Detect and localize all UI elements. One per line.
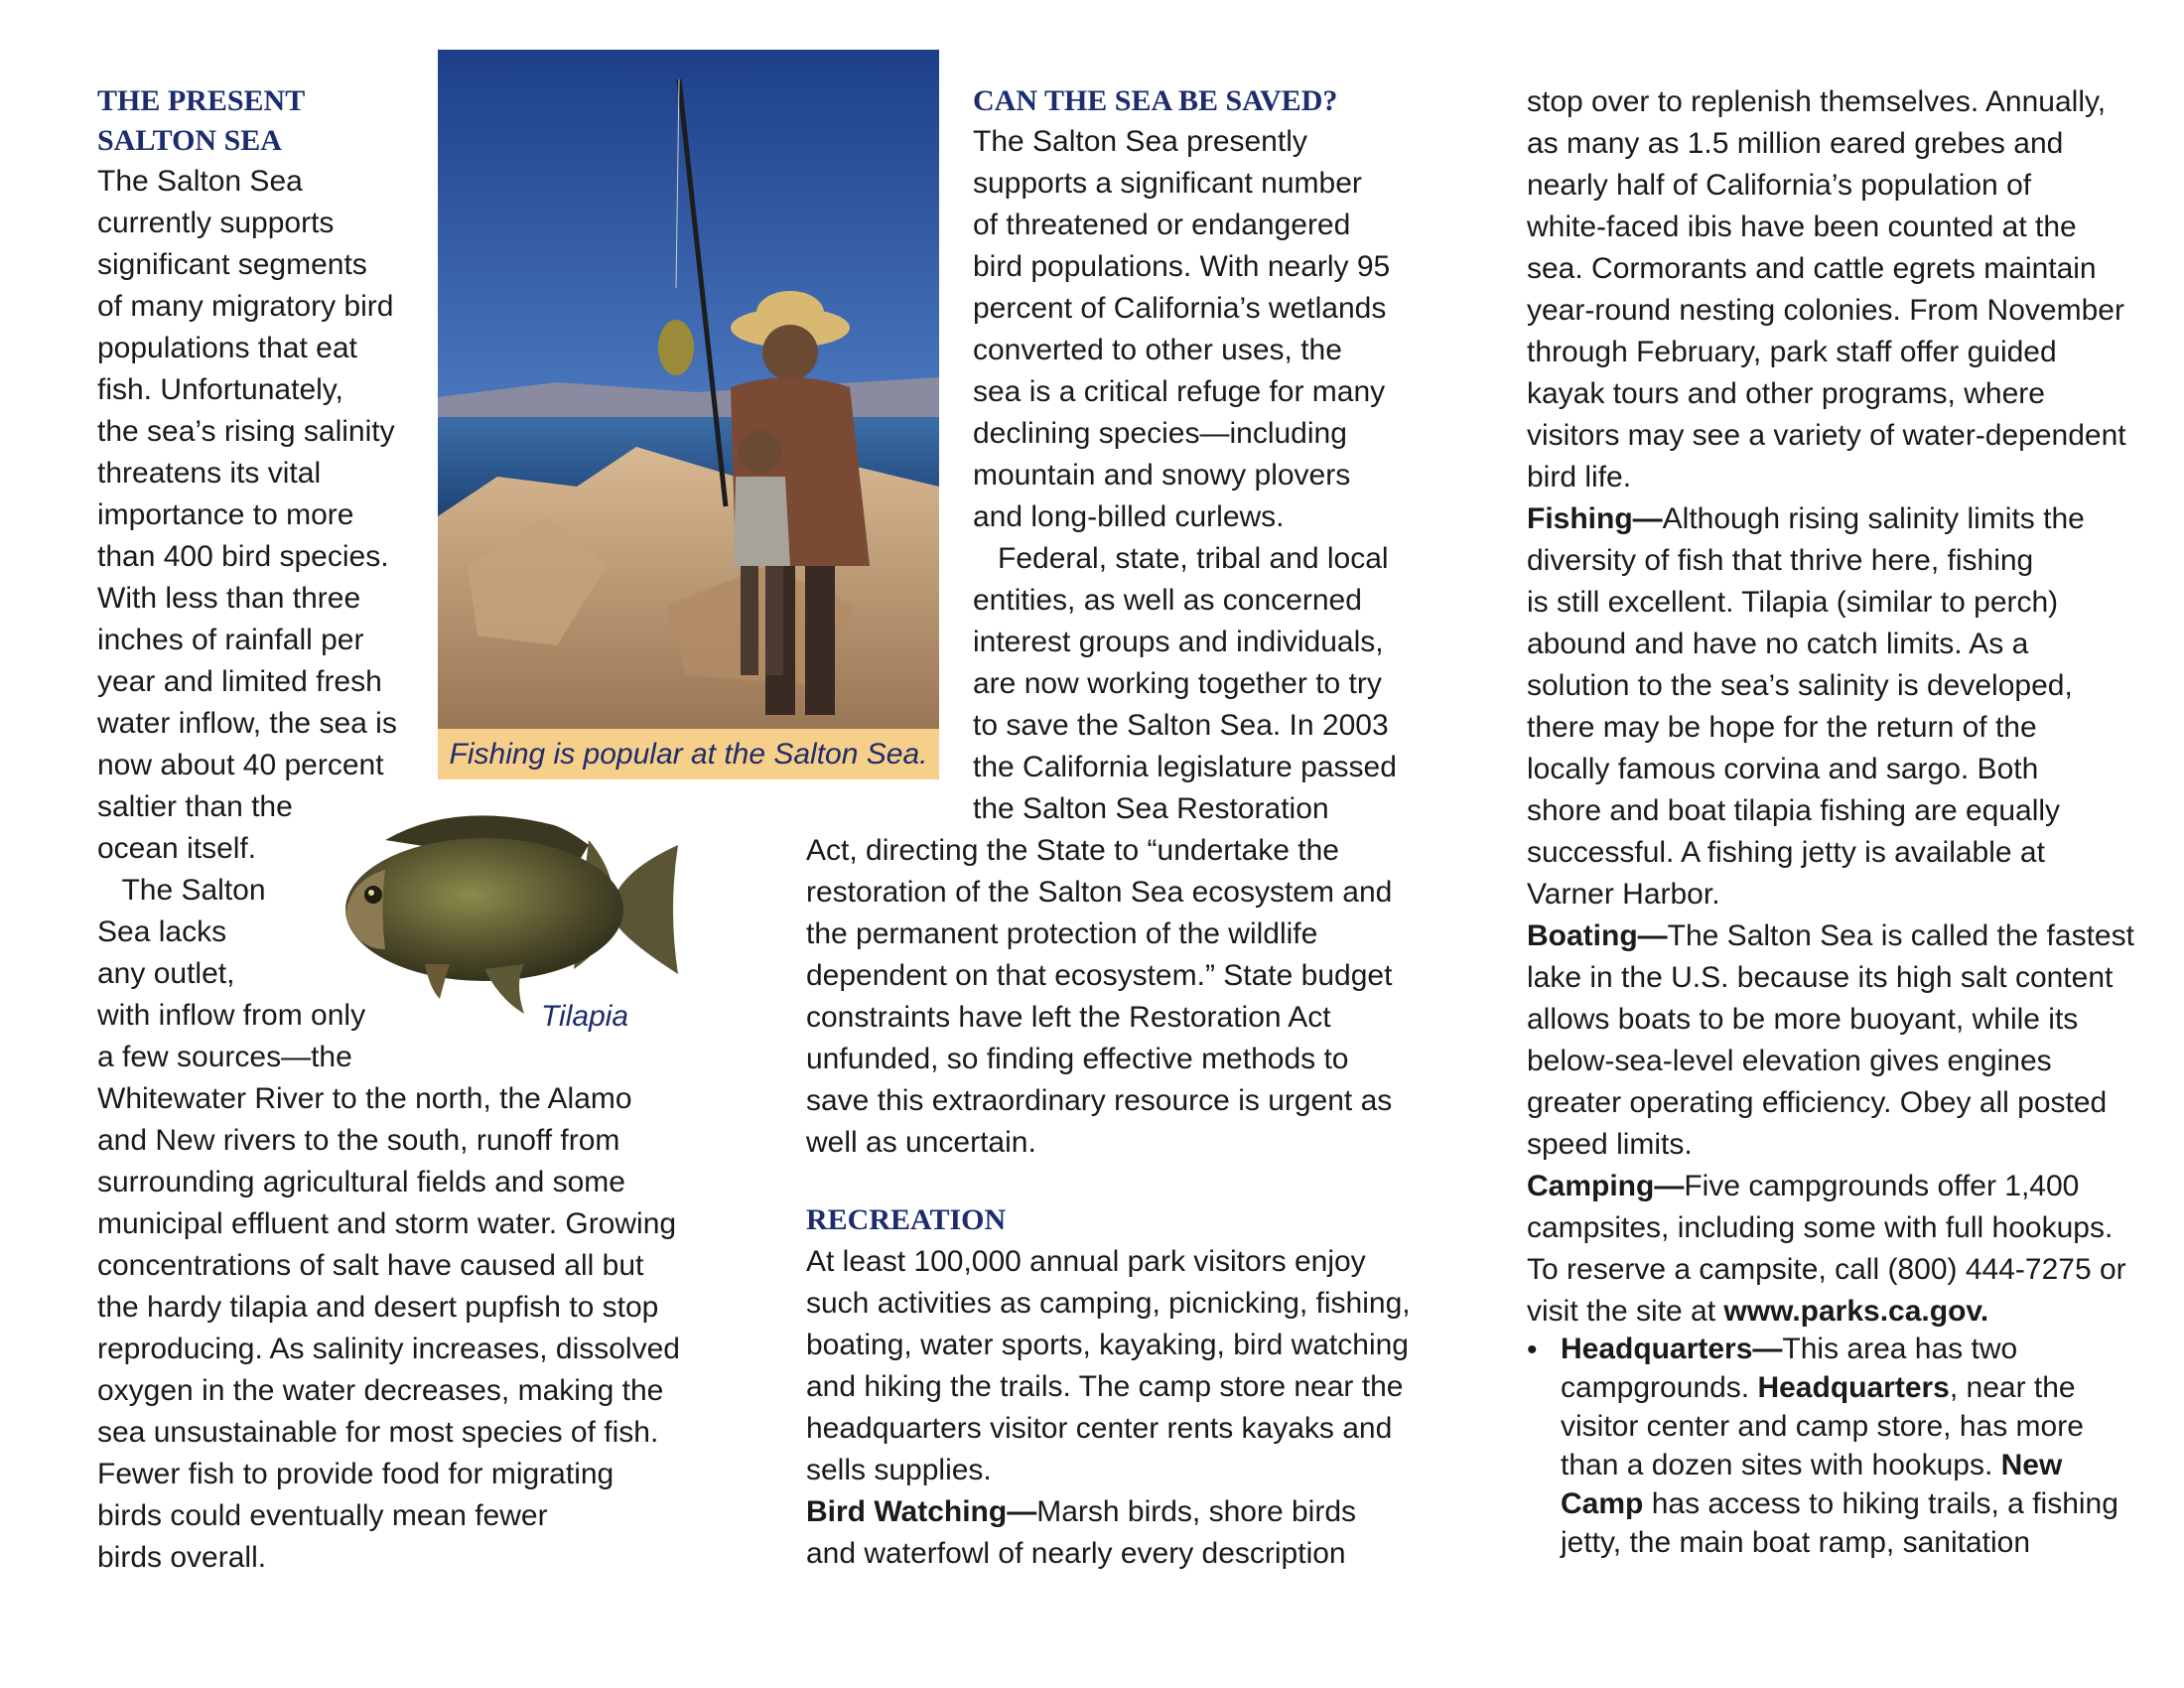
text-line: are now working together to try (973, 667, 1382, 700)
text-line: interest groups and individuals, (973, 626, 1384, 658)
text-line: year and limited fresh (97, 665, 382, 698)
text-line: shore and boat tilapia fishing are equally (1527, 794, 2061, 827)
text-line: well as uncertain. (806, 1126, 1036, 1159)
text-line: ocean itself. (97, 832, 257, 865)
text-line: such activities as camping, picnicking, fishing, (806, 1287, 1411, 1320)
camping-line: visit the site at (1527, 1295, 1724, 1328)
heading-present-salton-sea (97, 81, 305, 161)
text-line: Federal, state, tribal and local (973, 542, 1389, 575)
text-line: Varner Harbor. (1527, 878, 1720, 911)
hq-line: This area has two (1782, 1333, 2018, 1365)
text-line: declining species—including (973, 417, 1347, 450)
text-line: kayak tours and other programs, where (1527, 377, 2045, 410)
text-line: sells supplies. (806, 1454, 992, 1486)
text-line: entities, as well as concerned (973, 584, 1362, 617)
text-line: diversity of fish that thrive here, fishing (1527, 544, 2034, 577)
text-line: nearly half of California’s population of (1527, 169, 2032, 202)
text-line: Fewer fish to provide food for migrating (97, 1458, 614, 1490)
text-line: there may be hope for the return of the (1527, 711, 2037, 744)
text-line (1527, 915, 2134, 957)
camping-line: To reserve a campsite, call (800) 444-7275 or (1527, 1253, 2126, 1286)
hq-bold: Camp (1561, 1487, 1644, 1520)
tilapia-illustration (326, 800, 687, 1019)
text-line: with inflow from only (97, 999, 366, 1032)
text-line: stop over to replenish themselves. Annually, (1527, 85, 2107, 118)
text-line: of many migratory bird (97, 290, 394, 323)
text-line: than 400 bird species. (97, 540, 389, 573)
text-line: the California legislature passed (973, 751, 1397, 783)
section-lead: Boating— (1527, 919, 1668, 952)
heading-recreation: RECREATION (806, 1203, 1007, 1236)
text-line: successful. A fishing jetty is available at (1527, 836, 2045, 869)
hq-bold: Headquarters (1757, 1371, 1950, 1404)
hq-line: than a dozen sites with hookups. (1561, 1449, 2001, 1481)
text-line-rest: The Salton Sea is called the fastest (1667, 919, 2134, 952)
text-line: of threatened or endangered (973, 209, 1351, 241)
text-line (1527, 498, 2085, 540)
text-line: solution to the sea’s salinity is developed, (1527, 669, 2073, 702)
text-line: populations that eat (97, 332, 357, 364)
text-line: sea unsustainable for most species of fish. (97, 1416, 659, 1449)
text-line: speed limits. (1527, 1128, 1693, 1161)
bird-watching-lead: Bird Watching— (806, 1495, 1037, 1528)
hq-line: has access to hiking trails, a fishing (1643, 1487, 2118, 1520)
text-line: sea is a critical refuge for many (973, 375, 1386, 408)
bird-line: and waterfowl of nearly every description (806, 1537, 1346, 1570)
text-line: percent of California’s wetlands (973, 292, 1387, 325)
text-line: boating, water sports, kayaking, bird watching (806, 1329, 1409, 1361)
boating-text (1527, 915, 2134, 1166)
text-line: and New rivers to the south, runoff from (97, 1124, 620, 1157)
text-line: white-faced ibis have been counted at the (1527, 211, 2077, 243)
text-line: The Salton Sea presently (973, 125, 1307, 158)
text-line: saltier than the (97, 790, 293, 823)
text-line: as many as 1.5 million eared grebes and (1527, 127, 2064, 160)
text-line: visitors may see a variety of water-dependent (1527, 419, 2126, 452)
text-line: mountain and snowy plovers (973, 459, 1351, 492)
text-line: converted to other uses, the (973, 334, 1342, 366)
text-line: inches of rainfall per (97, 624, 364, 656)
text-line: oxygen in the water decreases, making the (97, 1374, 664, 1407)
heading-line: SALTON SEA (97, 124, 282, 157)
bird-line: Marsh birds, shore birds (1036, 1495, 1357, 1528)
camping-line: campsites, including some with full hookups. (1527, 1211, 2114, 1244)
text-line-rest: Although rising salinity limits the (1662, 502, 2085, 535)
text-line: importance to more (97, 498, 354, 531)
camping-line: Five campgrounds offer 1,400 (1684, 1170, 2080, 1202)
saved-text-wide (806, 830, 1392, 1164)
text-line: currently supports (97, 207, 335, 239)
text-line: water inflow, the sea is (97, 707, 397, 740)
bird-watching-continued (1527, 81, 2126, 498)
text-line: Act, directing the State to “undertake the (806, 834, 1339, 867)
tilapia-label: Tilapia (541, 1000, 629, 1033)
hq-line: campgrounds. (1561, 1371, 1758, 1404)
camping-text (1527, 1166, 2126, 1333)
text-line: With less than three (97, 582, 361, 615)
text-line: allows boats to be more buoyant, while its (1527, 1003, 2079, 1036)
text-line: lake in the U.S. because its high salt content (1527, 961, 2114, 994)
recreation-text (806, 1241, 1411, 1491)
heading-can-sea-be-saved: CAN THE SEA BE SAVED? (973, 84, 1338, 117)
text-line: and hiking the trails. The camp store near the (806, 1370, 1404, 1403)
text-line: supports a significant number (973, 167, 1362, 200)
bullet-marker: • (1527, 1334, 1538, 1366)
text-line: Sea lacks (97, 915, 227, 948)
hq-bold: New (2000, 1449, 2063, 1481)
headquarters-text (1561, 1330, 2118, 1562)
text-line: reproducing. As salinity increases, dissolved (97, 1333, 680, 1365)
text-line: the hardy tilapia and desert pupfish to stop (97, 1291, 659, 1324)
text-line: At least 100,000 annual park visitors enjoy (806, 1245, 1366, 1278)
text-line: now about 40 percent (97, 749, 384, 781)
fishing-text (1527, 498, 2085, 915)
hq-line: , near the (1949, 1371, 2076, 1404)
hq-line: jetty, the main boat ramp, sanitation (1561, 1526, 2031, 1559)
text-line: birds overall. (97, 1541, 267, 1574)
text-line: a few sources—the (97, 1041, 352, 1073)
text-line: dependent on that ecosystem.” State budget (806, 959, 1393, 992)
text-line: bird life. (1527, 461, 1632, 493)
text-line: the permanent protection of the wildlife (806, 917, 1318, 950)
hq-lead: Headquarters— (1561, 1333, 1783, 1365)
parks-website-link[interactable]: www.parks.ca.gov. (1723, 1295, 1989, 1328)
section-lead: Fishing— (1527, 502, 1663, 535)
text-line: unfunded, so finding effective methods to (806, 1043, 1349, 1075)
text-line: sea. Cormorants and cattle egrets maintain (1527, 252, 2097, 285)
text-line: save this extraordinary resource is urgent as (806, 1084, 1393, 1117)
text-line: Whitewater River to the north, the Alamo (97, 1082, 632, 1115)
text-line: birds could eventually mean fewer (97, 1499, 548, 1532)
camping-lead: Camping— (1527, 1170, 1685, 1202)
saved-text-narrow (973, 121, 1397, 830)
text-line: abound and have no catch limits. As a (1527, 628, 2029, 660)
text-line: constraints have left the Restoration Act (806, 1001, 1331, 1034)
bird-watching-text (806, 1491, 1356, 1575)
text-line: any outlet, (97, 957, 235, 990)
text-line: The Salton Sea (97, 165, 303, 198)
text-line: locally famous corvina and sargo. Both (1527, 753, 2039, 785)
text-line: concentrations of salt have caused all but (97, 1249, 644, 1282)
text-line: is still excellent. Tilapia (similar to perch) (1527, 586, 2059, 619)
text-line: year-round nesting colonies. From November (1527, 294, 2124, 327)
text-line: The Salton (97, 874, 266, 907)
text-line: the Salton Sea Restoration (973, 792, 1329, 825)
text-line: municipal effluent and storm water. Growing (97, 1207, 677, 1240)
fishing-photo (438, 50, 939, 779)
text-line: bird populations. With nearly 95 (973, 250, 1391, 283)
text-line: significant segments (97, 248, 367, 281)
text-line: greater operating efficiency. Obey all posted (1527, 1086, 2108, 1119)
text-line: fish. Unfortunately, (97, 373, 343, 406)
text-line: and long-billed curlews. (973, 500, 1285, 533)
text-line: through February, park staff offer guided (1527, 336, 2057, 368)
text-line: the sea’s rising salinity (97, 415, 395, 448)
text-line: to save the Salton Sea. In 2003 (973, 709, 1389, 742)
text-line: below-sea-level elevation gives engines (1527, 1045, 2052, 1077)
text-line: surrounding agricultural fields and some (97, 1166, 625, 1198)
heading-line: THE PRESENT (97, 84, 306, 117)
hq-line: visitor center and camp store, has more (1561, 1410, 2084, 1443)
text-line: threatens its vital (97, 457, 322, 490)
text-line: restoration of the Salton Sea ecosystem and (806, 876, 1393, 909)
text-line: headquarters visitor center rents kayaks and (806, 1412, 1393, 1445)
photo-caption: Fishing is popular at the Salton Sea. (438, 729, 939, 779)
